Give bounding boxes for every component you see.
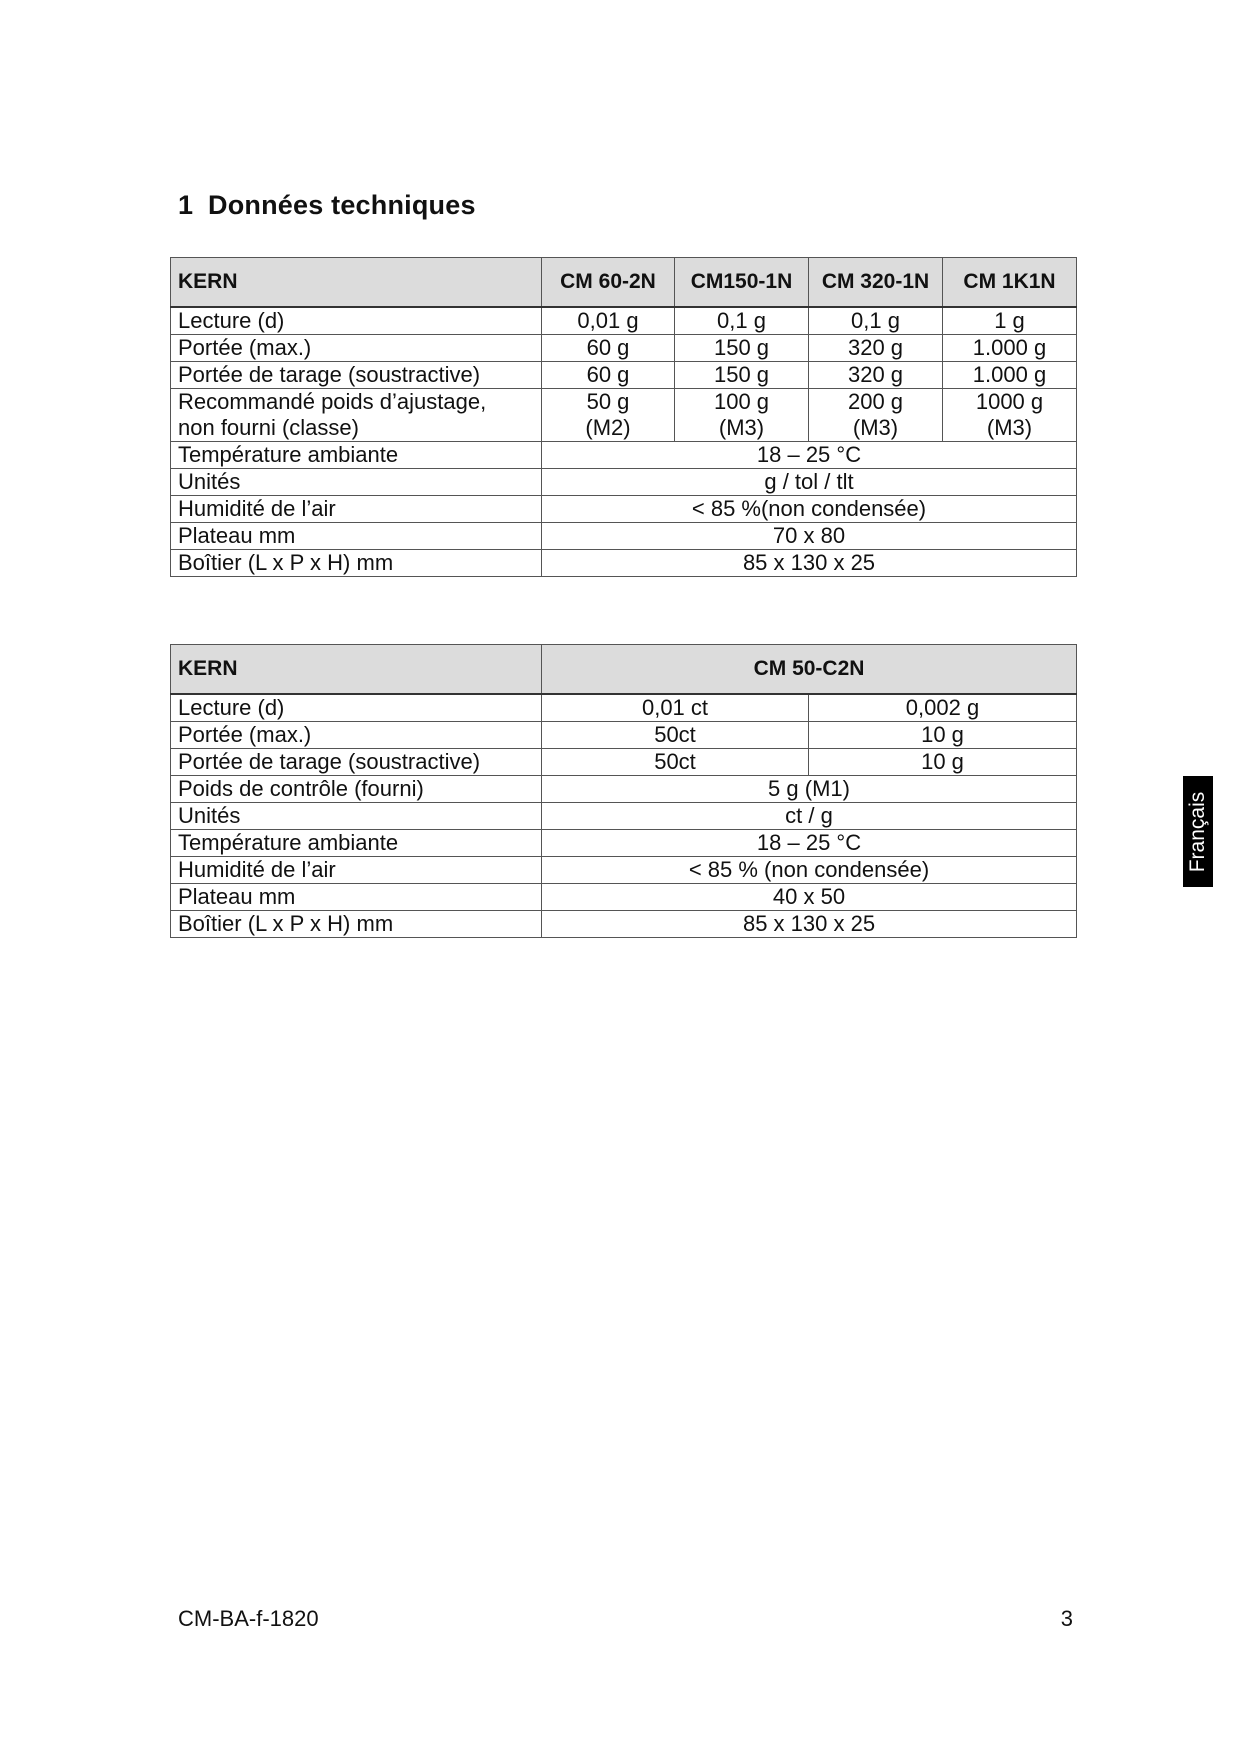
cell-value: < 85 %(non condensée)	[542, 496, 1077, 523]
table-row	[171, 335, 1077, 362]
row-label: Lecture (d)	[171, 694, 542, 722]
header-brand: KERN	[171, 645, 542, 695]
section-heading	[178, 190, 476, 221]
header-model: CM 1K1N	[943, 258, 1077, 308]
table-row	[171, 884, 1077, 911]
cell-value: 150 g	[675, 335, 809, 362]
table-row	[171, 550, 1077, 577]
row-label: Température ambiante	[171, 830, 542, 857]
row-label: Humidité de l’air	[171, 857, 542, 884]
table-row	[171, 442, 1077, 469]
weight-value: 1000 g	[975, 389, 1044, 414]
table-row	[171, 389, 1077, 442]
cell-value: 40 x 50	[542, 884, 1077, 911]
table-row	[171, 694, 1077, 722]
weight-value: 50 g	[586, 389, 630, 414]
table-row	[171, 857, 1077, 884]
footer-doc-code: CM-BA-f-1820	[178, 1606, 319, 1631]
cell-value: 60 g	[542, 335, 675, 362]
row-label: Boîtier (L x P x H) mm	[171, 550, 542, 577]
row-label: Plateau mm	[171, 523, 542, 550]
cell-value: g / tol / tlt	[542, 469, 1077, 496]
cell-value: 5 g (M1)	[542, 776, 1077, 803]
row-label-line: Recommandé poids d’ajustage,	[178, 389, 487, 414]
table-row	[171, 362, 1077, 389]
cell-value: 0,002 g	[809, 694, 1077, 722]
weight-class: (M3)	[986, 415, 1033, 440]
weight-class: (M2)	[585, 415, 631, 440]
cell-value	[542, 389, 675, 442]
weight-value: 100 g	[713, 389, 770, 414]
table-row	[171, 307, 1077, 335]
cell-value: 1.000 g	[943, 362, 1077, 389]
row-label: Lecture (d)	[171, 307, 542, 335]
table-row	[171, 523, 1077, 550]
language-tab-label: Français	[1186, 791, 1209, 872]
row-label: Portée de tarage (soustractive)	[171, 362, 542, 389]
table-row	[171, 776, 1077, 803]
row-label: Portée de tarage (soustractive)	[171, 749, 542, 776]
cell-value: 60 g	[542, 362, 675, 389]
header-brand: KERN	[171, 258, 542, 308]
cell-value: 320 g	[809, 335, 943, 362]
table-row	[171, 830, 1077, 857]
cell-value: 10 g	[809, 749, 1077, 776]
cell-value: 10 g	[809, 722, 1077, 749]
cell-value: 0,1 g	[809, 307, 943, 335]
header-model: CM 320-1N	[809, 258, 943, 308]
table-row	[171, 469, 1077, 496]
cell-value: 0,01 ct	[542, 694, 809, 722]
cell-value: 18 – 25 °C	[542, 830, 1077, 857]
cell-value	[675, 389, 809, 442]
cell-value: 320 g	[809, 362, 943, 389]
spec-table-cm-series	[170, 257, 1077, 577]
cell-value: 70 x 80	[542, 523, 1077, 550]
table-row	[171, 496, 1077, 523]
row-label: Température ambiante	[171, 442, 542, 469]
cell-value: < 85 % (non condensée)	[542, 857, 1077, 884]
row-label-line: non fourni (classe)	[178, 415, 359, 440]
language-tab	[1183, 776, 1213, 887]
header-model: CM 50-C2N	[542, 645, 1077, 695]
cell-value: 18 – 25 °C	[542, 442, 1077, 469]
weight-class: (M3)	[852, 415, 899, 440]
row-label: Boîtier (L x P x H) mm	[171, 911, 542, 938]
row-label: Plateau mm	[171, 884, 542, 911]
cell-value: 1.000 g	[943, 335, 1077, 362]
table-header-row	[171, 645, 1077, 695]
row-label: Unités	[171, 469, 542, 496]
row-label: Portée (max.)	[171, 722, 542, 749]
section-title: Données techniques	[208, 190, 476, 220]
cell-value: 50ct	[542, 722, 809, 749]
footer-page-number: 3	[1060, 1606, 1073, 1631]
cell-value: 150 g	[675, 362, 809, 389]
row-label	[171, 389, 542, 442]
cell-value: 50ct	[542, 749, 809, 776]
table-row	[171, 722, 1077, 749]
row-label: Unités	[171, 803, 542, 830]
header-model: CM 60-2N	[542, 258, 675, 308]
table-row	[171, 749, 1077, 776]
cell-value: 85 x 130 x 25	[542, 911, 1077, 938]
table-row	[171, 911, 1077, 938]
cell-value	[809, 389, 943, 442]
cell-value: ct / g	[542, 803, 1077, 830]
header-model: CM150-1N	[675, 258, 809, 308]
spec-table-cm-50-c2n	[170, 644, 1077, 938]
cell-value: 0,1 g	[675, 307, 809, 335]
table-row	[171, 803, 1077, 830]
weight-value: 200 g	[847, 389, 904, 414]
row-label: Humidité de l’air	[171, 496, 542, 523]
section-number: 1	[178, 190, 194, 220]
cell-value	[943, 389, 1077, 442]
row-label: Portée (max.)	[171, 335, 542, 362]
table-header-row	[171, 258, 1077, 308]
weight-class: (M3)	[718, 415, 765, 440]
cell-value: 1 g	[943, 307, 1077, 335]
cell-value: 85 x 130 x 25	[542, 550, 1077, 577]
cell-value: 0,01 g	[542, 307, 675, 335]
row-label: Poids de contrôle (fourni)	[171, 776, 542, 803]
